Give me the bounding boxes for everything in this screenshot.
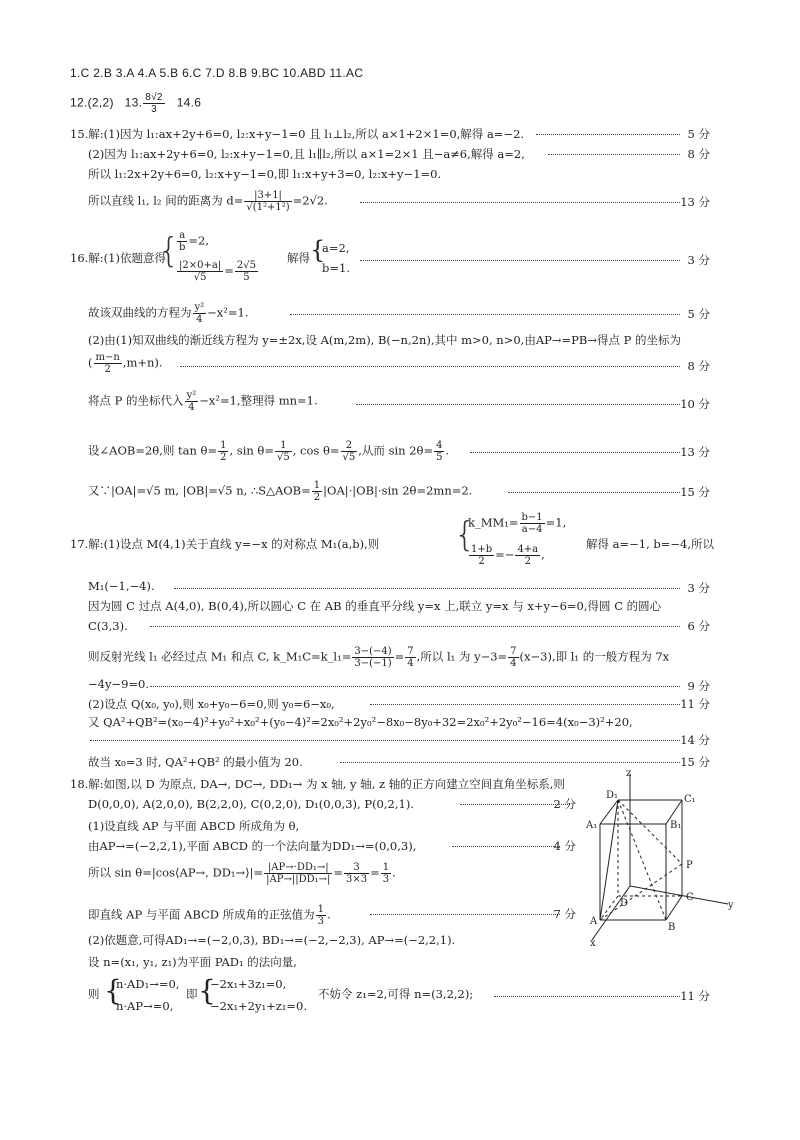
q17-score-4: 6 分 xyxy=(687,619,710,633)
q15-line-4: 所以直线 l₁, l₂ 间的距离为 d= $\frac{|3+1|}{\text{√(1²+1²)}}$ =2√2. xyxy=(88,190,328,213)
q17-cond-1: k_MM₁= $\frac{b-1}{a-4}$ =1, xyxy=(468,512,567,535)
q16-sol-a: a=2, xyxy=(322,241,350,255)
q18-line-4: 由AP→=(−2,2,1),平面 ABCD 的一个法向量为DD₁→=(0,0,3), xyxy=(88,839,417,853)
q16-line-7: 又∵|OA|=√5 m, |OB|=√5 n, ∴S△AOB= $\frac{1}{2}$ |OA|·|OB|·sin 2θ=2mn=2. xyxy=(88,480,473,503)
q16-score-7: 15 分 xyxy=(680,485,710,499)
label-B1: B₁ xyxy=(670,820,682,831)
q17-cond-2: $\frac{1+b}{2}$ =− $\frac{4+a}{2}$ , xyxy=(471,544,545,567)
q16-line-6: 设∠AOB=2θ,则 tan θ= $\frac{1}{2}$ , sin θ= $\frac{1}{√5}$ , cos θ= $\frac{2}{√5}$ ,从而 sin 2θ= $\frac{4}{5}$ . xyxy=(88,440,450,463)
q17-line-4: C(3,3). xyxy=(88,619,128,633)
q18-line-9b: 即 xyxy=(186,987,198,1001)
label-A: A xyxy=(590,916,598,927)
label-x: x xyxy=(590,938,596,948)
q18-sys-1: −2x₁+3z₁=0, xyxy=(210,977,287,991)
q16-line-4: ( $\frac{m-n}{2}$ ,m+n). xyxy=(88,352,163,375)
q17-line-3: 因为圆 C 过点 A(4,0), B(0,4),所以圆心 C 在 AB 的垂直平分线 y=x 上,联立 y=x 与 x+y−6=0,得圆 C 的圆心 xyxy=(88,599,662,613)
q16-line-5: 将点 P 的坐标代入 $\frac{\text{y²}}{4}$ −x²=1,整理得 mn=1. xyxy=(88,390,318,413)
label-D1: D₁ xyxy=(606,790,619,801)
label-A1: A₁ xyxy=(586,820,598,831)
q15-score-4: 13 分 xyxy=(680,195,710,209)
q17-score-9: 15 分 xyxy=(680,755,710,769)
q18-line-5: 所以 sin θ=|cos⟨AP→, DD₁→⟩|= $\frac{\text{|AP→·DD₁→|}}{\text{|AP→||DD₁→|}}$ = $\frac{3}{3\times 3}$ = $\frac{1}{3}$ . xyxy=(88,862,396,885)
q16-solve: 解得 xyxy=(287,251,310,265)
q17-line-5: 则反射光线 l₁ 必经过点 M₁ 和点 C, k_M₁C=k_l₁= $\frac{3-(-4)}{3-(-1)}$ = $\frac{7}{4}$ ,所以 l₁ 为 y−3= $\frac{7}{4}$ (x−3),即 l₁ 的一般方程为 7x xyxy=(88,646,670,669)
q16-line-2: 故该双曲线的方程为 $\frac{\text{y²}}{4}$ −x²=1. xyxy=(88,302,249,325)
q18-score-4: 4 分 xyxy=(553,839,576,853)
q16-brace-2: { xyxy=(310,236,326,264)
answer-row-2: 12.(2,2) 13. $\frac{8√2}{3}$ 14.6 xyxy=(70,92,202,115)
label-D: D xyxy=(620,898,629,909)
q17-line-1a: 17.解:(1)设点 M(4,1)关于直线 y=−x 的对称点 M₁(a,b),则 xyxy=(70,537,380,551)
q18-sys-2: −2x₁+2y₁+z₁=0. xyxy=(210,999,308,1013)
q15-score-2: 8 分 xyxy=(687,147,710,161)
q16-score-2: 5 分 xyxy=(687,307,710,321)
q16-head: 16.解:(1)依题意得 xyxy=(70,251,166,265)
q15-score-1: 5 分 xyxy=(687,127,710,141)
q15-line-1: 15.解:(1)因为 l₁:ax+2y+6=0, l₂:x+y−1=0 且 l₁⊥l₂,所以 a×1+2×1=0,解得 a=−2. xyxy=(70,127,525,141)
q18-line-2: D(0,0,0), A(2,0,0), B(2,2,0), C(0,2,0), D₁(0,0,3), P(0,2,1). xyxy=(88,797,414,811)
q17-line-8: 又 QA²+QB²=(x₀−4)²+y₀²+x₀²+(y₀−4)²=2x₀²+2y₀²−8x₀−8y₀+32=2x₀²+2y₀²−16=4(x₀−3)²+20, xyxy=(88,715,633,729)
q16-score-5: 10 分 xyxy=(680,397,710,411)
q16-brace: { xyxy=(158,231,180,271)
q16-score-1: 3 分 xyxy=(687,253,710,267)
label-C1: C₁ xyxy=(684,794,696,805)
q17-score-7: 11 分 xyxy=(680,697,710,711)
q18-brace-1: { xyxy=(104,974,122,1007)
q18-score-9: 11 分 xyxy=(680,989,710,1003)
q17-score-8: 14 分 xyxy=(680,733,710,747)
label-P: P xyxy=(686,860,693,871)
q16-cond-2: $\frac{|2\times 0+a|}{√5}$ = $\frac{2√5}{5}$ xyxy=(179,260,256,283)
q18-line-6: 即直线 AP 与平面 ABCD 所成角的正弦值为 $\frac{1}{3}$ . xyxy=(88,904,331,927)
q17-brace: { xyxy=(454,515,476,555)
q17-line-9: 故当 x₀=3 时, QA²+QB² 的最小值为 20. xyxy=(88,755,303,769)
q16-score-6: 13 分 xyxy=(680,445,710,459)
label-C: C xyxy=(686,892,694,903)
label-y: y xyxy=(728,900,734,911)
q16-line-3: (2)由(1)知双曲线的渐近线方程为 y=±2x,设 A(m,2m), B(−n,2n),其中 m>0, n>0,由AP→=PB→得点 P 的坐标为 xyxy=(88,333,682,347)
q18-cond-2: n·AP→=0, xyxy=(116,999,174,1013)
label-z: z xyxy=(626,768,632,779)
answer-row-1: 1.C 2.B 3.A 4.A 5.B 6.C 7.D 8.B 9.BC 10.ABD 11.AC xyxy=(70,66,364,80)
q16-sol-b: b=1. xyxy=(322,261,350,275)
q18-line-3: (1)设直线 AP 与平面 ABCD 所成角为 θ, xyxy=(88,819,300,833)
q18-line-1: 18.解:如图,以 D 为原点, DA→, DC→, DD₁→ 为 x 轴, y 轴, z 轴的正方向建立空间直角坐标系,则 xyxy=(70,777,565,791)
q17-line-7: (2)设点 Q(x₀, y₀),则 x₀+y₀−6=0,则 y₀=6−x₀, xyxy=(88,697,335,711)
q18-line-7: (2)依题意,可得AD₁→=(−2,0,3), BD₁→=(−2,−2,3), AP→=(−2,2,1). xyxy=(88,933,456,947)
q18-line-9a: 则 xyxy=(88,987,100,1001)
q17-line-6: −4y−9=0. xyxy=(88,677,150,691)
cuboid-figure xyxy=(578,768,738,948)
q18-line-9e: 不妨令 z₁=2,可得 n=(3,2,2); xyxy=(318,987,474,1001)
q18-cond-1: n·AD₁→=0, xyxy=(116,977,180,991)
q17-score-6: 9 分 xyxy=(687,679,710,693)
q15-line-3: 所以 l₁:2x+2y+6=0, l₂:x+y−1=0,即 l₁:x+y+3=0, l₂:x+y−1=0. xyxy=(88,167,442,181)
q17-line-2: M₁(−1,−4). xyxy=(88,579,155,593)
label-B: B xyxy=(668,922,676,933)
q17-line-1b: 解得 a=−1, b=−4,所以 xyxy=(586,537,715,551)
q18-score-6: 7 分 xyxy=(553,907,576,921)
q17-score-2: 3 分 xyxy=(687,581,710,595)
q15-line-2: (2)因为 l₁:ax+2y+6=0, l₂:x+y−1=0,且 l₁∥l₂,所以 a×1=2×1 且−a≠6,解得 a=2, xyxy=(88,147,525,161)
q16-cond-1: $\frac{a}{b}$ =2, xyxy=(179,230,210,253)
q18-line-8: 设 n=(x₁, y₁, z₁)为平面 PAD₁ 的法向量, xyxy=(88,955,297,969)
q18-score-2: 2 分 xyxy=(553,797,576,811)
q18-brace-2: { xyxy=(198,974,216,1007)
q16-score-4: 8 分 xyxy=(687,359,710,373)
